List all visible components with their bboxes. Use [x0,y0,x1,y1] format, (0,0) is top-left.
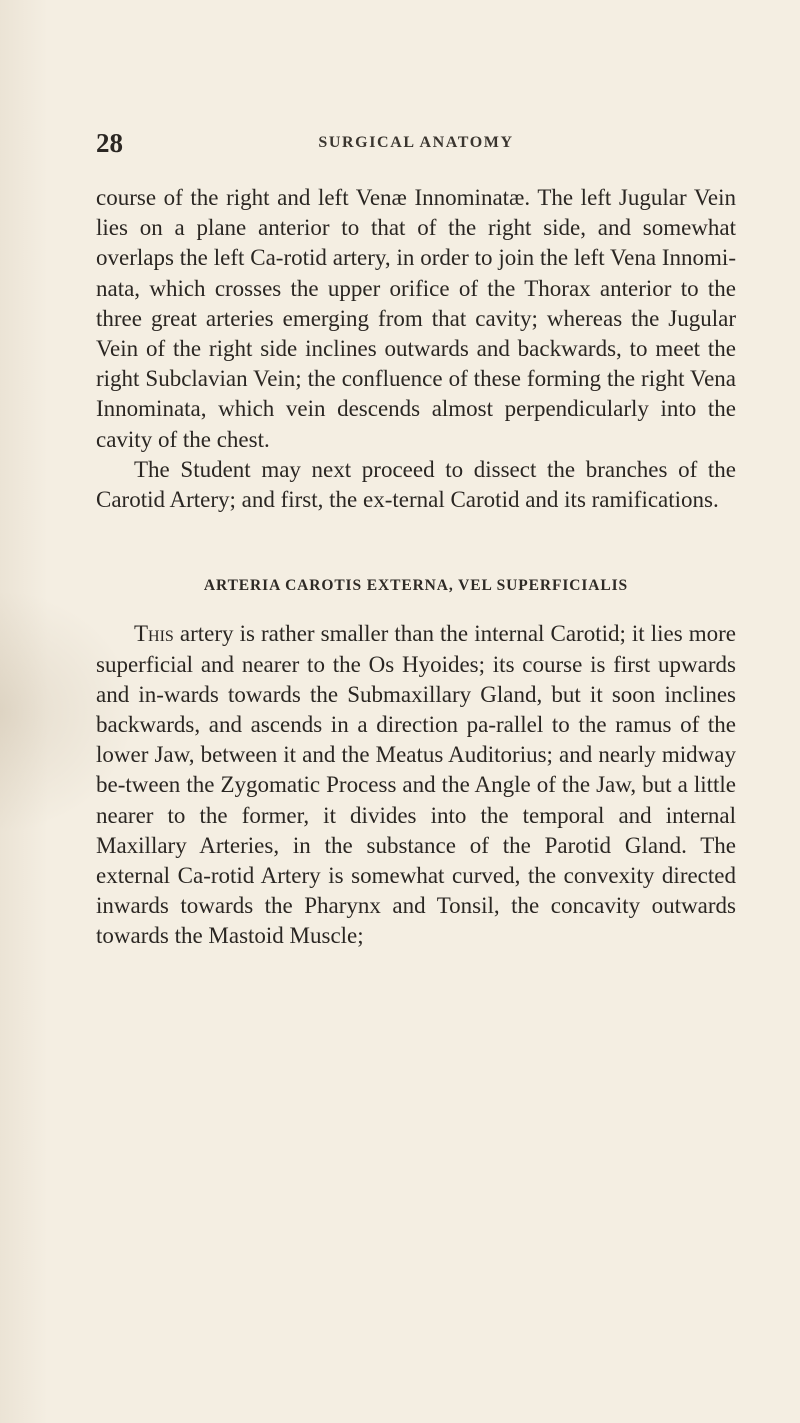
paragraph-venae-innominatae: course of the right and left Venæ Innominatæ. The left Jugular Vein lies on a plane anterior to that of the right side, and somewhat overlaps the left Ca-rotid artery, in order to join the left Vena Innomi-nata, which crosses the upper orifice of the Thorax anterior to the three great arteries emerging from that cavity; whereas the Jugular Vein of the right side inclines outwards and backwards, to meet the right Subclavian Vein; the confluence of these forming the right Vena Innominata, which vein descends almost perpendicularly into the cavity of the chest. [96,185,736,452]
page-header [96,128,736,168]
paragraph-external-carotid [96,619,736,951]
paragraph-student-dissection: The Student may next proceed to dissect the branches of the Carotid Artery; and first, the ex-ternal Carotid and its ramifications. [96,456,736,513]
paragraph-external-carotid-text: artery is rather smaller than the internal Carotid; it lies more superficial and nearer to the Os Hyoides; its course is first upwards and in-wards towards the Submaxillary Gland, but it soon inclines backwards, and ascends in a direction pa-rallel to the ramus of the lower Jaw, between it and the Meatus Auditorius; and nearly midway be-tween the Zygomatic Process and the Angle of the Jaw, but a little nearer to the former, it divides into the temporal and internal Maxillary Arteries, in the substance of the Parotid Gland. The external Ca-rotid Artery is somewhat curved, the convexity directed inwards towards the Pharynx and Tonsil, the concavity outwards towards the Mastoid Muscle; [96,621,736,949]
section-heading: ARTERIA CAROTIS EXTERNA, VEL SUPERFICIALIS [203,577,629,595]
page-number: 28 [96,128,123,158]
paragraph-lead-word: This [134,621,174,647]
body-text [96,183,736,952]
running-head: SURGICAL ANATOMY [318,134,514,151]
